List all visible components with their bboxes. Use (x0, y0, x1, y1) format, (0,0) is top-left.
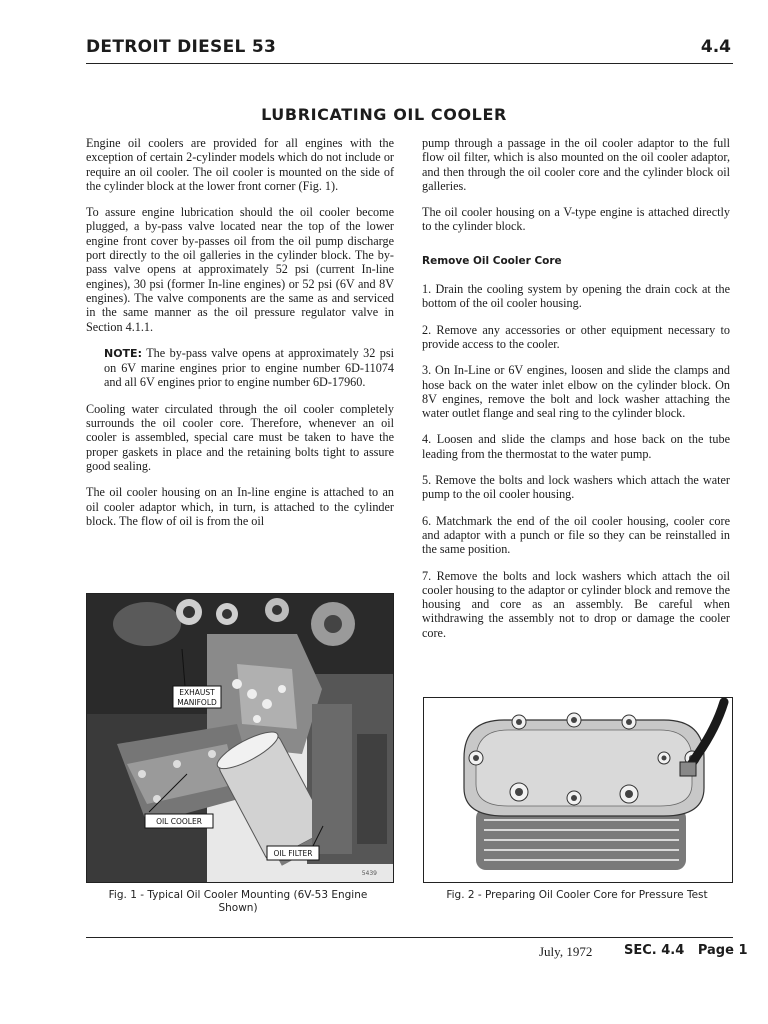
figure-2-oil-cooler-core (423, 697, 733, 883)
note (86, 346, 394, 390)
right-column (422, 136, 730, 652)
cooler-core-photo (424, 698, 732, 882)
figure-1-caption: Fig. 1 - Typical Oil Cooler Mounting (6V-53 Engine Shown) (108, 889, 368, 914)
step-3: 3. On In-Line or 6V engines, loosen and slide the clamps and hose back on the water inlet elbow on the cylinder block. On 8V engines, remove the bolt and lock washer attaching the water outlet flange and seal ring to the cylinder block. (422, 363, 730, 421)
paragraph-inline-housing: The oil cooler housing on an In-line engine is attached to an oil cooler adaptor which, in turn, is attached to the cylinder block. The flow of oil is from the oil (86, 485, 394, 528)
paragraph-oil-flow: pump through a passage in the oil cooler adaptor to the full flow oil filter, which is also mounted on the oil cooler adaptor, and then through the oil cooler core and the cylinder block oil galleries. (422, 136, 730, 193)
header-rule (86, 63, 733, 64)
note-label: NOTE: (104, 346, 142, 360)
step-4: 4. Loosen and slide the clamps and hose back on the tube leading from the thermostat to the water pump. (422, 432, 730, 461)
step-2: 2. Remove any accessories or other equipment necessary to provide access to the cooler. (422, 322, 730, 351)
footer-date: July, 1972 (539, 944, 593, 959)
label-exhaust: EXHAUST (179, 688, 215, 697)
note-text: The by-pass valve opens at approximately 32 psi on 6V marine engines prior to engine number 6D-11074 and all 6V engines prior to engine number 6D-17960. (104, 345, 394, 390)
photo-code: 5439 (361, 870, 377, 877)
step-6: 6. Matchmark the end of the oil cooler housing, cooler core and adaptor with a punch or file so they can be reinstalled in the same position. (422, 513, 730, 557)
paragraph-v-type: The oil cooler housing on a V-type engine is attached directly to the cylinder block. (422, 205, 730, 234)
figure-2-caption: Fig. 2 - Preparing Oil Cooler Core for Pressure Test (446, 889, 708, 901)
paragraph-oil-coolers: Engine oil coolers are provided for all engines with the exception of certain 2-cylinder models which do not include or require an oil cooler. The oil cooler is mounted on the side of the cylinder block at the lower front corner (Fig. 1). (86, 136, 394, 193)
page-title: LUBRICATING OIL COOLER (261, 105, 507, 124)
left-column (86, 136, 394, 540)
footer-section-page: SEC. 4.4 Page 1 (624, 943, 748, 958)
label-manifold: MANIFOLD (177, 698, 217, 707)
header-title: DETROIT DIESEL 53 (86, 37, 277, 57)
paragraph-cooling-water: Cooling water circulated through the oil cooler completely surrounds the oil cooler core. Therefore, whenever an oil cooler is assembled, special care must be taken to have the proper gaskets in place and the retaining bolts tight to assure good sealing. (86, 401, 394, 473)
step-5: 5. Remove the bolts and lock washers which attach the water pump to the oil cooler housing. (422, 473, 730, 502)
engine-photo (87, 594, 393, 882)
subheading-remove-core: Remove Oil Cooler Core (422, 254, 562, 267)
paragraph-bypass-valve: To assure engine lubrication should the oil cooler become plugged, a by-pass valve located near the top of the lower engine front cover by-passes oil from the oil pump discharge port directly to the oil galleries in the cylinder block. The by-pass valve opens at approximately 52 psi (current In-line engines), 30 psi (former In-line engines) or 52 psi (6V and 8V engines). The valve components are the same as and serviced in the same manner as the oil pressure regulator valve in Section 4.1.1. (86, 205, 394, 334)
footer-rule (86, 937, 733, 938)
header-section-number: 4.4 (700, 37, 731, 57)
label-oil-filter: OIL FILTER (273, 849, 313, 858)
step-1: 1. Drain the cooling system by opening the drain cock at the bottom of the oil cooler housing. (422, 282, 730, 311)
label-oil-cooler: OIL COOLER (156, 817, 202, 826)
figure-1-oil-cooler-mounting (86, 593, 394, 883)
step-7: 7. Remove the bolts and lock washers which attach the oil cooler housing to the adaptor or cylinder block and remove the housing and core as an assembly. Be careful when withdrawing the assembly not to drop or damage the cooler core. (422, 568, 730, 640)
